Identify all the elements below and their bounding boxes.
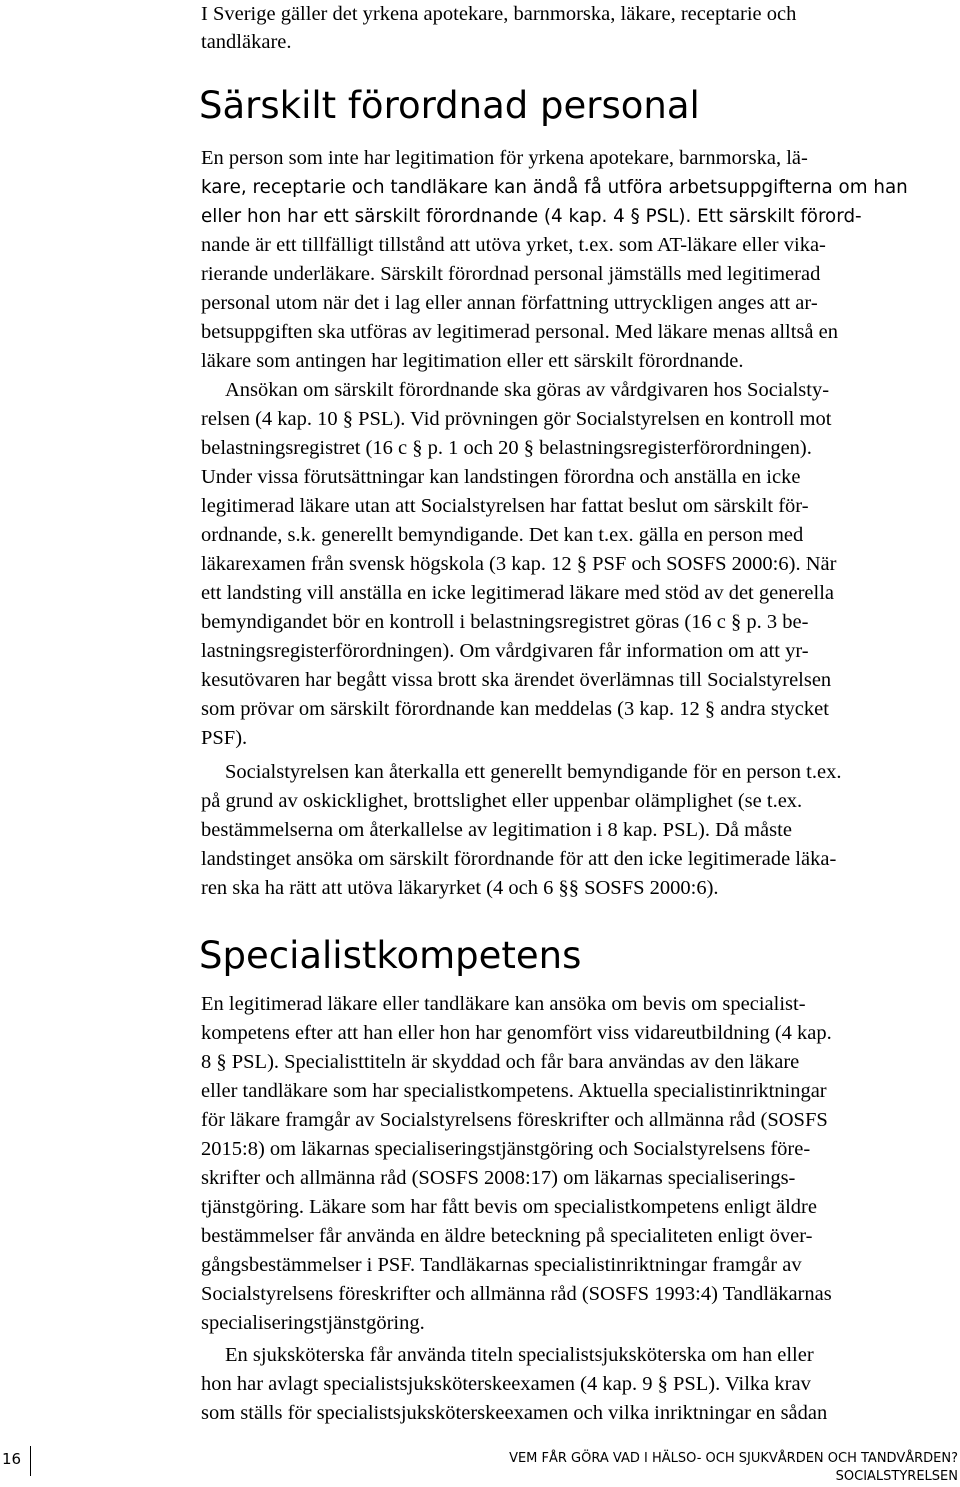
body-text-line: specialiseringstjänstgöring. — [201, 1312, 425, 1334]
body-text-line: läkarexamen från svensk högskola (3 kap. 12 § PSF och SOSFS 2000:6). När — [201, 553, 837, 575]
body-text-line: lastningsregisterförordningen). Om vårdgivaren får information om att yr- — [201, 640, 809, 662]
body-text-line: tandläkare. — [201, 31, 292, 53]
body-text-line: hon har avlagt specialistsjuksköterskeexamen (4 kap. 9 § PSL). Vilka krav — [201, 1373, 811, 1395]
body-text-line: legitimerad läkare utan att Socialstyrelsen har fattat beslut om särskilt för- — [201, 495, 809, 517]
body-text-line: som ställs för specialistsjuksköterskeexamen och vilka inriktningar en sådan — [201, 1402, 828, 1424]
body-text-line: Socialstyrelsens föreskrifter och allmänna råd (SOSFS 1993:4) Tandläkarnas — [201, 1283, 832, 1305]
body-text-line: Socialstyrelsen kan återkalla ett generellt bemyndigande för en person t.ex. — [225, 761, 842, 783]
body-text-line: En person som inte har legitimation för yrkena apotekare, barnmorska, lä- — [201, 147, 808, 169]
body-text-line: eller tandläkare som har specialistkompetens. Aktuella specialistinriktningar — [201, 1080, 827, 1102]
body-text-line: bestämmelserna om återkallelse av legitimation i 8 kap. PSL). Då måste — [201, 819, 792, 841]
body-text-line: kompetens efter att han eller hon har genomfört viss vidareutbildning (4 kap. — [201, 1022, 832, 1044]
section-heading: Särskilt förordnad personal — [199, 84, 700, 127]
body-text-line: ren ska ha rätt att utöva läkaryrket (4 och 6 §§ SOSFS 2000:6). — [201, 877, 719, 899]
body-text-line: rierande underläkare. Särskilt förordnad personal jämställs med legitimerad — [201, 263, 821, 285]
body-text-line: kare, receptarie och tandläkare kan ändå få utföra arbetsuppgifterna om han — [201, 177, 908, 198]
body-text-line: skrifter och allmänna råd (SOSFS 2008:17) om läkarnas specialiserings- — [201, 1167, 796, 1189]
body-text-line: belastningsregistret (16 c § p. 1 och 20 § belastningsregisterförordningen). — [201, 437, 812, 459]
page-number: 16 — [2, 1450, 22, 1468]
body-text-line: personal utom när det i lag eller annan författning uttryckligen anges att ar- — [201, 292, 818, 314]
body-text-line: En sjuksköterska får använda titeln specialistsjuksköterska om han eller — [225, 1344, 814, 1366]
body-text-line: på grund av oskicklighet, brottslighet eller uppenbar olämplighet (se t.ex. — [201, 790, 803, 812]
footer-publisher: SOCIALSTYRELSEN — [835, 1469, 958, 1484]
body-text-line: landstinget ansöka om särskilt förordnande för att den icke legitimerade läka- — [201, 848, 837, 870]
body-text-line: som prövar om särskilt förordnande kan meddelas (3 kap. 12 § andra stycket — [201, 698, 829, 720]
body-text-line: relsen (4 kap. 10 § PSL). Vid prövningen gör Socialstyrelsen en kontroll mot — [201, 408, 832, 430]
body-text-line: Ansökan om särskilt förordnande ska göras av vårdgivaren hos Socialsty- — [225, 379, 830, 401]
body-text-line: eller hon har ett särskilt förordnande (4 kap. 4 § PSL). Ett särskilt förord- — [201, 206, 862, 227]
body-text-line: bestämmelser får använda en äldre beteckning på specialiteten enligt över- — [201, 1225, 813, 1247]
body-text-line: I Sverige gäller det yrkena apotekare, barnmorska, läkare, receptarie och — [201, 3, 797, 25]
body-text-line: Under vissa förutsättningar kan landstingen förordna och anställa en icke — [201, 466, 801, 488]
section-heading: Specialistkompetens — [199, 934, 582, 977]
body-text-line: PSF). — [201, 727, 248, 749]
footer-divider — [30, 1446, 31, 1476]
body-text-line: 2015:8) om läkarnas specialiseringstjänstgöring och Socialstyrelsens före- — [201, 1138, 811, 1160]
body-text-line: ett landsting vill anställa en icke legitimerad läkare med stöd av det generella — [201, 582, 834, 604]
body-text-line: gångsbestämmelser i PSF. Tandläkarnas specialistinriktningar framgår av — [201, 1254, 802, 1276]
footer-title: VEM FÅR GÖRA VAD I HÄLSO- OCH SJUKVÅRDEN OCH TANDVÅRDEN? — [509, 1451, 958, 1466]
body-text-line: betsuppgiften ska utföras av legitimerad personal. Med läkare menas alltså en — [201, 321, 838, 343]
body-text-line: för läkare framgår av Socialstyrelsens föreskrifter och allmänna råd (SOSFS — [201, 1109, 828, 1131]
body-text-line: 8 § PSL). Specialisttiteln är skyddad och får bara användas av den läkare — [201, 1051, 800, 1073]
body-text-line: tjänstgöring. Läkare som har fått bevis om specialistkompetens enligt äldre — [201, 1196, 817, 1218]
body-text-line: kesutövaren har begått vissa brott ska ärendet överlämnas till Socialstyrelsen — [201, 669, 832, 691]
body-text-line: En legitimerad läkare eller tandläkare kan ansöka om bevis om specialist- — [201, 993, 806, 1015]
body-text-line: nande är ett tillfälligt tillstånd att utöva yrket, t.ex. som AT-läkare eller vika- — [201, 234, 826, 256]
body-text-line: bemyndigandet bör en kontroll i belastningsregistret göras (16 c § p. 3 be- — [201, 611, 809, 633]
body-text-line: ordnande, s.k. generellt bemyndigande. Det kan t.ex. gälla en person med — [201, 524, 804, 546]
body-text-line: läkare som antingen har legitimation eller ett särskilt förordnande. — [201, 350, 744, 372]
